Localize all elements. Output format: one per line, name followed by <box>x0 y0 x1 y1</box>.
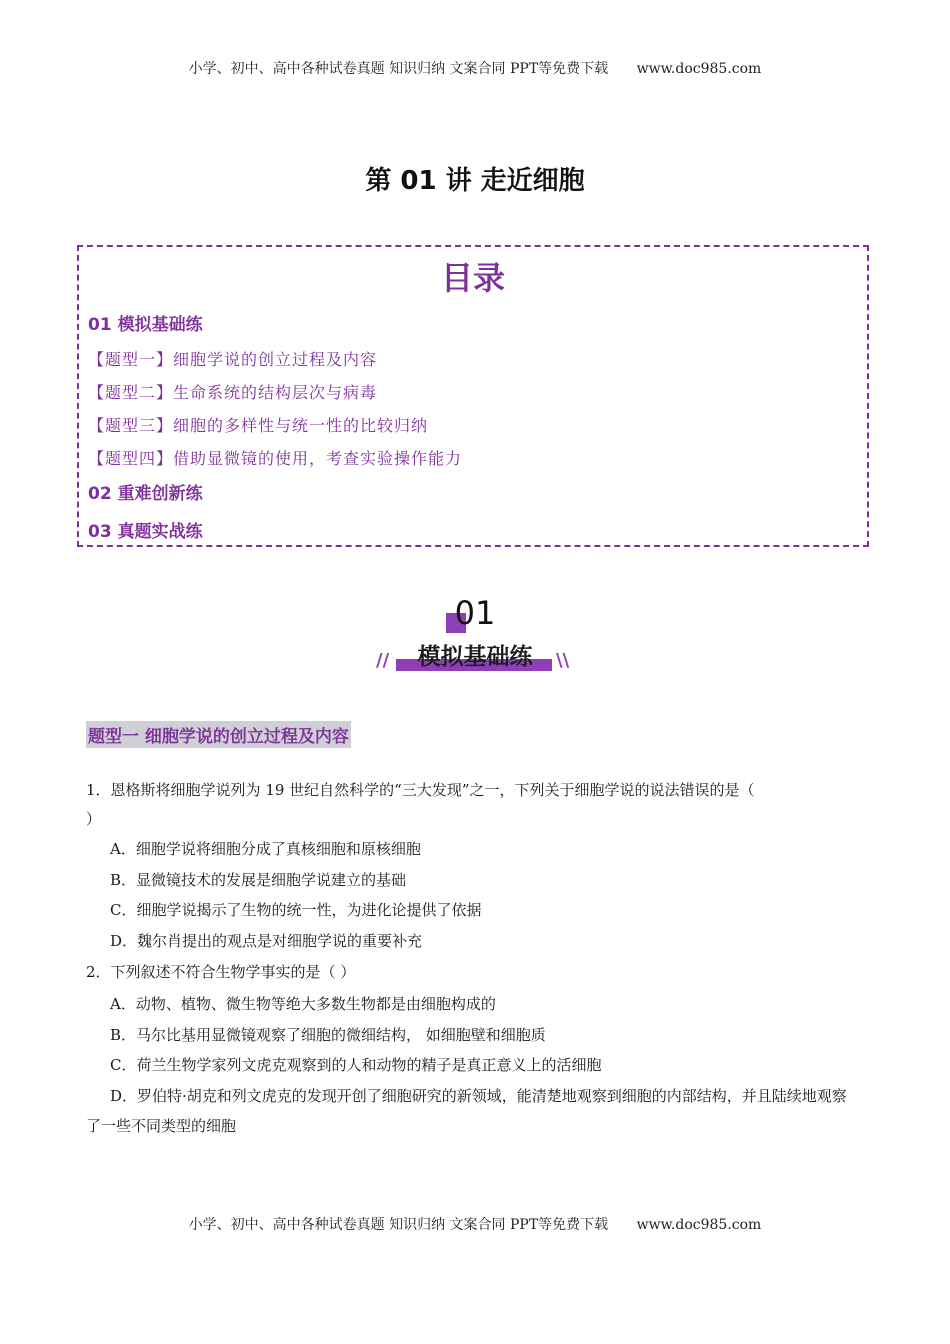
page-footer <box>0 1214 950 1234</box>
header-text: 小学、初中、高中各种试卷真题 知识归纳 文案合同 PPT等免费下载 <box>188 61 609 77</box>
toc-item-1[interactable]: 【题型一】细胞学说的创立过程及内容 <box>88 350 378 369</box>
footer-text: 小学、初中、高中各种试卷真题 知识归纳 文案合同 PPT等免费下载 <box>188 1217 609 1233</box>
question-2-option-c: C．荷兰生物学家列文虎克观察到的人和动物的精子是真正意义上的活细胞 <box>110 1056 602 1074</box>
badge-number: 01 <box>454 594 496 632</box>
question-2-option-a: A．动物、植物、微生物等绝大多数生物都是由细胞构成的 <box>110 995 496 1013</box>
page-header <box>0 58 950 78</box>
footer-url[interactable]: www.doc985.com <box>636 1217 762 1233</box>
question-2-option-d: D．罗伯特·胡克和列文虎克的发现开创了细胞研究的新领域，能清楚地观察到细胞的内部结构，并且陆续地观察了一些不同类型的细胞 <box>86 1087 847 1135</box>
badge-label: 模拟基础练 <box>417 644 533 670</box>
toc-item-3[interactable]: 【题型三】细胞的多样性与统一性的比较归纳 <box>88 416 429 435</box>
question-1-option-b: B．显微镜技术的发展是细胞学说建立的基础 <box>110 871 407 889</box>
question-1-stem-cont: ） <box>86 810 102 828</box>
right-slash-decoration: \\ <box>556 650 570 671</box>
toc-section-3[interactable]: 03 真题实战练 <box>88 522 203 542</box>
toc-heading: 目录 <box>440 259 505 297</box>
left-slash-decoration: // <box>376 650 390 671</box>
toc-section-2[interactable]: 02 重难创新练 <box>88 484 203 504</box>
toc-item-2[interactable]: 【题型二】生命系统的结构层次与病毒 <box>88 383 378 402</box>
question-1-option-a: A．细胞学说将细胞分成了真核细胞和原核细胞 <box>110 840 421 858</box>
toc-item-4[interactable]: 【题型四】借助显微镜的使用，考查实验操作能力 <box>88 449 463 468</box>
question-1-stem: 1．恩格斯将细胞学说列为 19 世纪自然科学的“三大发现”之一，下列关于细胞学说的说法错误的是（ <box>86 781 755 799</box>
toc-section-1[interactable]: 01 模拟基础练 <box>88 315 203 335</box>
question-2-stem: 2．下列叙述不符合生物学事实的是（ ） <box>86 963 356 981</box>
question-2-option-b: B．马尔比基用显微镜观察了细胞的微细结构， 如细胞壁和细胞质 <box>110 1026 546 1044</box>
header-url[interactable]: www.doc985.com <box>636 61 762 77</box>
question-1-option-d: D．魏尔肖提出的观点是对细胞学说的重要补充 <box>110 932 423 950</box>
page-title: 第 01 讲 走近细胞 <box>365 166 585 196</box>
question-1-option-c: C．细胞学说揭示了生物的统一性，为进化论提供了依据 <box>110 901 482 919</box>
section-heading: 题型一 细胞学说的创立过程及内容 <box>86 721 351 748</box>
table-of-contents <box>77 245 869 547</box>
